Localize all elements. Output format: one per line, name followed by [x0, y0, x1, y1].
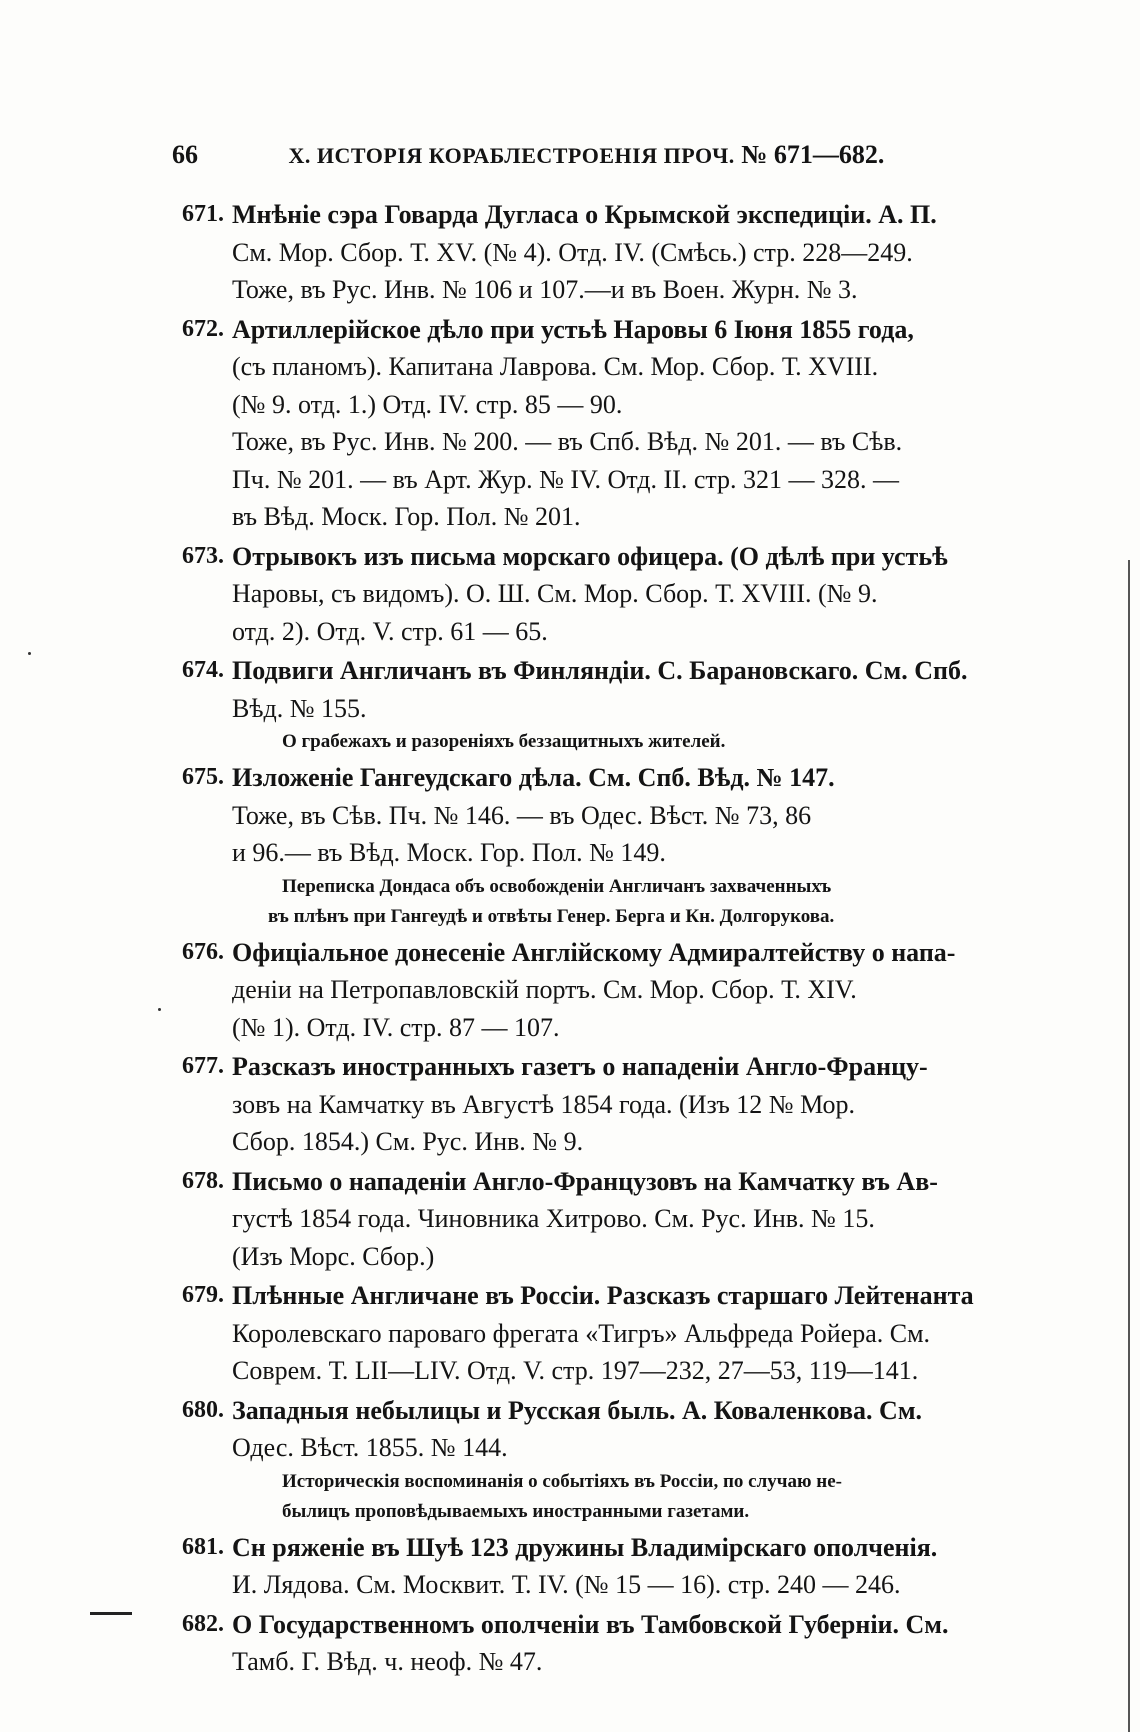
entry-680 [158, 1392, 998, 1525]
entry-number: 682. [182, 1610, 224, 1637]
margin-rule [90, 1612, 132, 1615]
entry-line: См. Мор. Сбор. Т. XV. (№ 4). Отд. IV. (Смѣсь.) стр. 228—249. [232, 237, 913, 267]
entry-line: Офиціальное донесеніе Англійскому Адмиралтейству о напа- [232, 937, 956, 967]
entry-number: 676. [182, 938, 224, 965]
entry-line: (№ 9. отд. 1.) Отд. IV. стр. 85 — 90. [232, 389, 623, 419]
entry-line: Сбор. 1854.) См. Рус. Инв. № 9. [232, 1127, 584, 1156]
entry-line: И. Лядова. См. Москвит. Т. IV. (№ 15 — 16). стр. 240 — 246. [232, 1570, 901, 1599]
entry-line: Тоже, въ Рус. Инв. № 200. — въ Спб. Вѣд. № 201. — въ Сѣв. [232, 427, 903, 456]
entry-line: деніи на Петропавловскій портъ. См. Мор. Сбор. Т. XIV. [232, 975, 857, 1004]
entry-line: Артиллерійское дѣло при устьѣ Наровы 6 Іюня 1855 года, [232, 314, 914, 344]
entry-line: О Государственномъ ополченіи въ Тамбовской Губерніи. См. [232, 1609, 949, 1639]
scan-speck [28, 652, 31, 655]
entry-678 [158, 1163, 998, 1276]
entry-annotation: въ плѣнъ при Гангеудѣ и отвѣты Генер. Берга и Кн. Долгорукова. [268, 905, 835, 927]
entry-line: Королевскаго пароваго фрегата «Тигръ» Альфреда Ройера. См. [232, 1318, 931, 1348]
entry-line: Тоже, въ Сѣв. Пч. № 146. — въ Одес. Вѣст. № 73, 86 [232, 800, 812, 830]
entry-line: Одес. Вѣст. 1855. № 144. [232, 1433, 508, 1462]
entry-line: Тоже, въ Рус. Инв. № 106 и 107.—и въ Воен. Журн. № 3. [232, 275, 858, 304]
entry-annotation: Историческія воспоминанія о событіяхъ въ Россіи, по случаю не- [282, 1470, 842, 1492]
entry-line: (съ планомъ). Капитана Лаврова. См. Мор. Сбор. Т. XVIII. [232, 352, 879, 381]
entry-annotation: былицъ проповѣдываемыхъ иностранными газетами. [282, 1500, 750, 1522]
entry-line: Мнѣніе сэра Говарда Дугласа о Крымской экспедиціи. А. П. [232, 200, 937, 229]
entry-679 [158, 1277, 998, 1390]
entry-number: 673. [182, 542, 224, 569]
entry-line: Сн ряженіе въ Шуѣ 123 дружины Владимірскаго ополченія. [232, 1532, 938, 1562]
entry-number: 678. [182, 1167, 224, 1194]
entry-682 [158, 1606, 998, 1681]
entry-line: Плѣнные Англичане въ Россіи. Разсказъ старшаго Лейтенанта [232, 1281, 974, 1310]
entry-line: и 96.— въ Вѣд. Моск. Гор. Пол. № 149. [232, 838, 666, 867]
bibliography-list [158, 196, 998, 1683]
entry-677 [158, 1048, 998, 1161]
entry-line: Вѣд. № 155. [232, 693, 367, 723]
entry-annotation: О грабежахъ и разореніяхъ беззащитныхъ жителей. [282, 731, 726, 752]
entry-681 [158, 1529, 998, 1604]
scan-speck [158, 1008, 161, 1011]
entry-675 [158, 759, 998, 930]
header-range: № 671—682. [741, 140, 885, 169]
entry-number: 681. [182, 1533, 224, 1560]
entry-line: Отрывокъ изъ письма морскаго офицера. (О дѣлѣ при устьѣ [232, 541, 948, 571]
entry-number: 677. [182, 1053, 224, 1079]
header-title: X. ИСТОРІЯ КОРАБЛЕСТРОЕНІЯ ПРОЧ. [288, 143, 735, 168]
entry-674 [158, 652, 998, 755]
entry-line: Подвиги Англичанъ въ Финляндіи. С. Барановскаго. См. Спб. [232, 656, 968, 685]
entry-number: 674. [182, 657, 224, 683]
entry-line: (№ 1). Отд. IV. стр. 87 — 107. [232, 1012, 560, 1042]
entry-line: въ Вѣд. Моск. Гор. Пол. № 201. [232, 502, 581, 531]
entry-number: 679. [182, 1282, 224, 1308]
entry-676 [158, 934, 998, 1047]
page-edge-line [1128, 560, 1130, 1732]
entry-annotation: Переписка Дондаса объ освобожденіи Англичанъ захваченныхъ [282, 875, 832, 897]
entry-line: Письмо о нападеніи Англо-Французовъ на Камчатку въ Ав- [232, 1166, 938, 1196]
entry-671 [158, 196, 998, 309]
entry-number: 680. [182, 1396, 224, 1423]
entry-number: 672. [182, 315, 224, 342]
entry-line: зовъ на Камчатку въ Августѣ 1854 года. (Изъ 12 № Мор. [232, 1089, 856, 1119]
entry-line: Соврем. Т. LII—LIV. Отд. V. стр. 197—232, 27—53, 119—141. [232, 1356, 919, 1385]
entry-line: Западныя небылицы и Русская быль. А. Коваленкова. См. [232, 1395, 923, 1425]
entry-line: Пч. № 201. — въ Арт. Жур. № IV. Отд. II. стр. 321 — 328. — [232, 464, 900, 494]
entry-number: 675. [182, 764, 224, 790]
entry-line: Разсказъ иностранныхъ газетъ о нападеніи Англо-Францу- [232, 1052, 928, 1081]
entry-line: Изложеніе Гангеудскаго дѣла. См. Спб. Вѣд. № 147. [232, 763, 835, 792]
entry-line: Тамб. Г. Вѣд. ч. неоф. № 47. [232, 1647, 543, 1676]
entry-673 [158, 538, 998, 651]
entry-672 [158, 311, 998, 536]
entry-number: 671. [182, 201, 224, 227]
page-number: 66 [172, 140, 198, 169]
entry-line: густѣ 1854 года. Чиновника Хитрово. См. Рус. Инв. № 15. [232, 1204, 875, 1233]
entry-line: (Изъ Морс. Сбор.) [232, 1241, 435, 1271]
entry-line: Наровы, съ видомъ). О. Ш. См. Мор. Сбор. Т. XVIII. (№ 9. [232, 579, 878, 608]
running-header [172, 140, 932, 170]
entry-line: отд. 2). Отд. V. стр. 61 — 65. [232, 616, 548, 646]
